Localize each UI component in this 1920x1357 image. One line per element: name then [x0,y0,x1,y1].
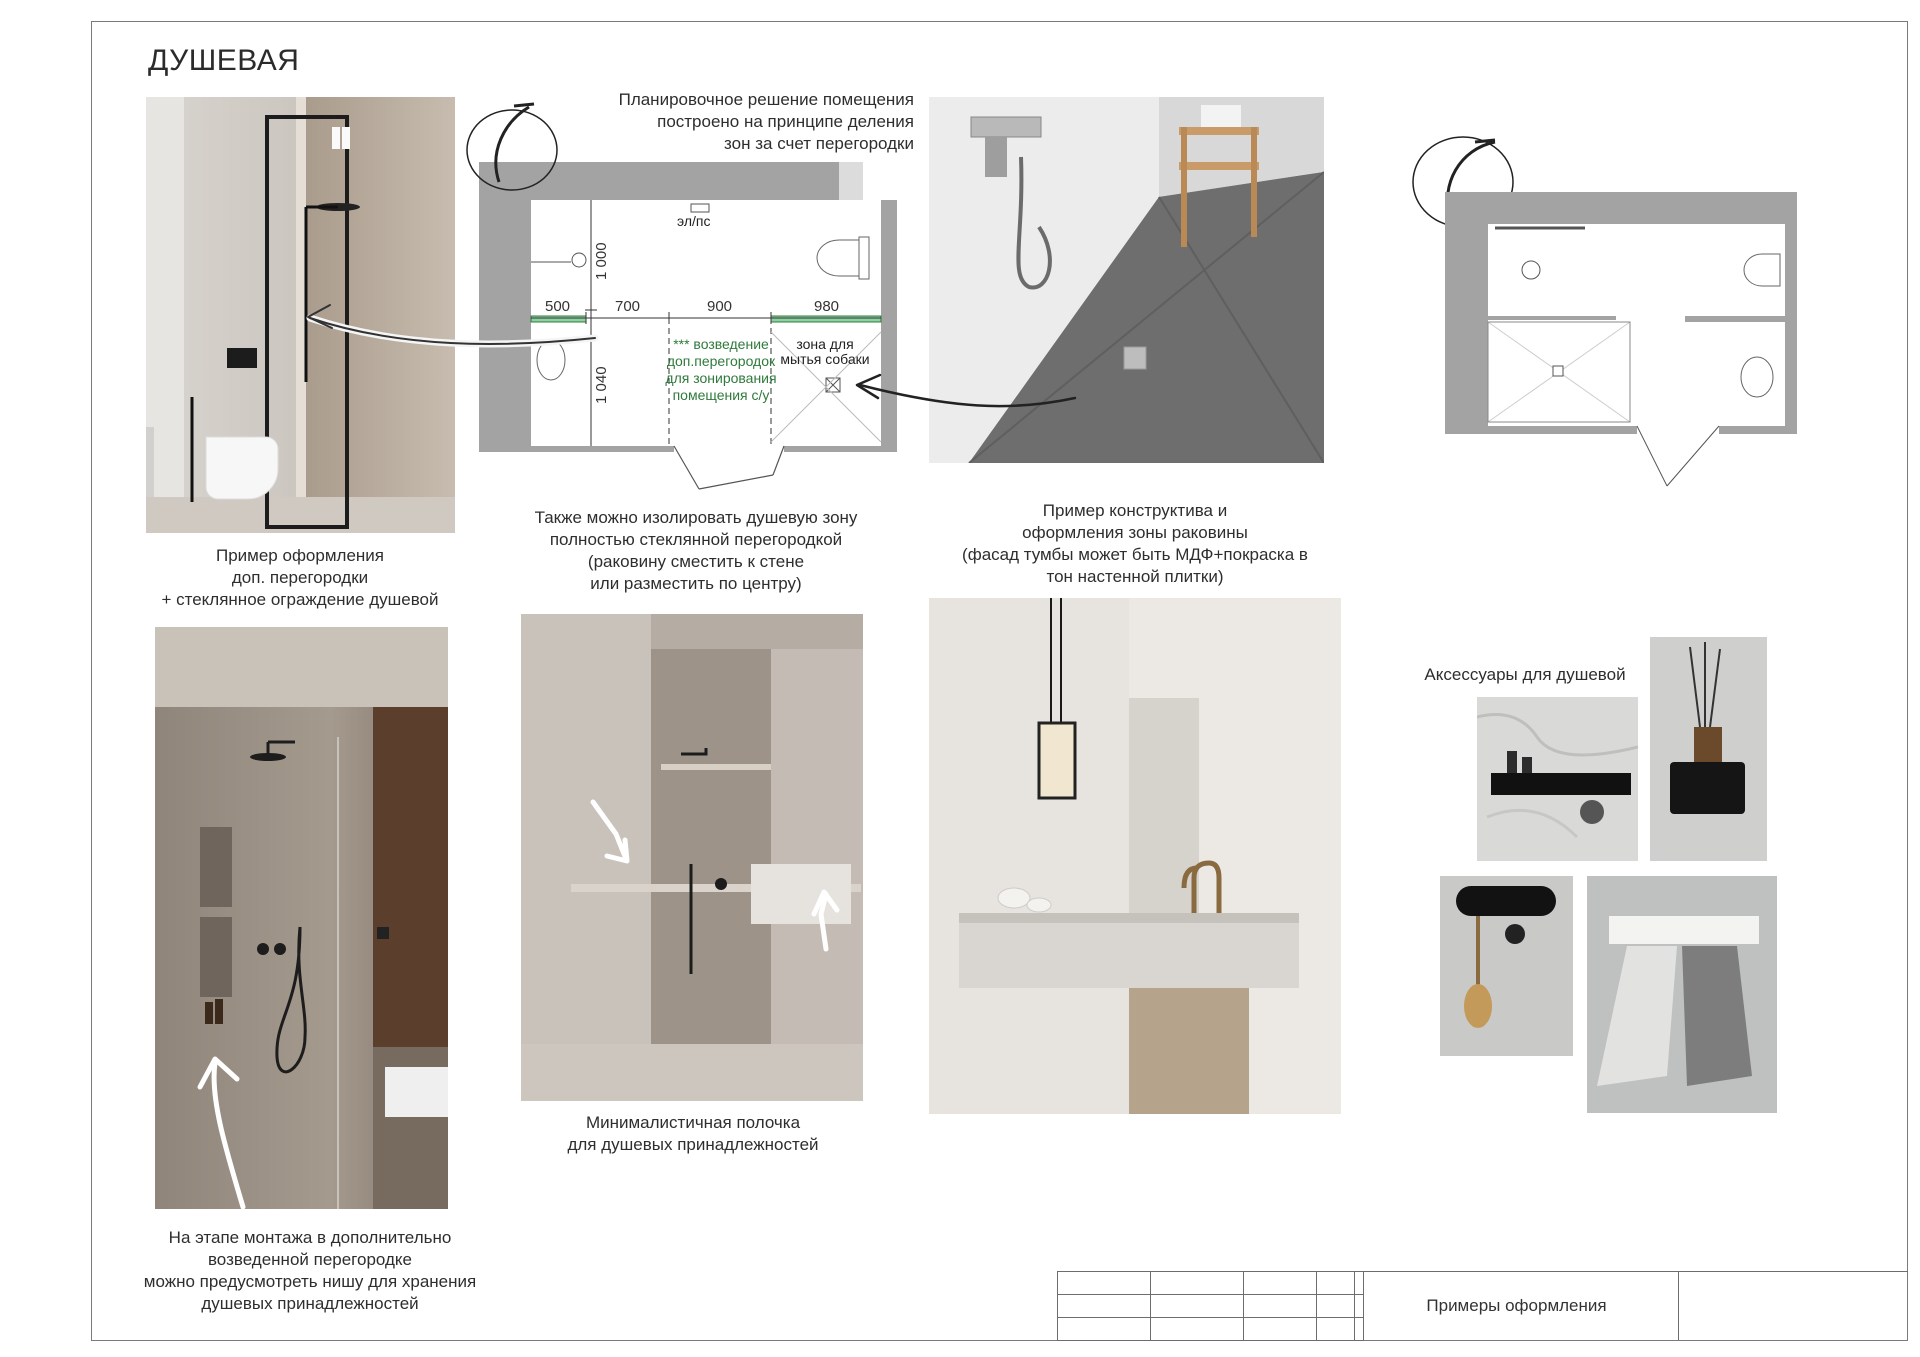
glass-isolation-caption: Также можно изолировать душевую зону полностью стеклянной перегородкой (раковину сместить к стене или разместить по центру) [534,508,858,593]
niche-note-caption: На этапе монтажа в дополнительно возведенной перегородке можно предусмотреть нишу для хранения душевых принадлежностей [143,1228,477,1313]
partition-note-4: помещения с/у [672,387,770,403]
dim-500: 500 [545,298,571,315]
photo-sink-zone [929,598,1341,1114]
plan-note-caption: Планировочное решение помещения построено на принципе деления зон за счет перегородки [618,90,914,153]
photo-shower-niche [155,627,448,1209]
photo-partition-example [146,97,455,533]
dog-zone-1: зона для [796,336,854,352]
sink-example-caption: Пример конструктива и оформления зоны раковины (фасад тумбы может быть МДФ+покраска в тон настенной плитки) [962,501,1308,586]
partition-note-1: *** возведение [673,336,769,352]
shelf-note-caption: Минималистичная полочка для душевых принадлежностей [567,1113,819,1154]
partition-note-2: доп.перегородок [666,353,776,369]
photo-minimal-shelf [521,614,863,1101]
photo-shower-floor [929,97,1324,463]
title-block [1057,1271,1908,1339]
photo-accessory-hook [1440,876,1573,1056]
dim-1000: 1 000 [593,242,610,280]
partition-note-3: для зонирования [665,370,777,386]
title-block-grid [1057,1271,1364,1341]
page-title: ДУШЕВАЯ [148,44,300,77]
accessories-caption: Аксессуары для душевой [1424,665,1626,684]
outlet-label: эл/пс [677,213,711,229]
floor-plan-glass [1405,124,1805,494]
photo-accessory-shelf [1477,697,1638,861]
dim-700: 700 [615,298,641,315]
dim-1040: 1 040 [593,366,610,404]
partition-example-caption: Пример оформления доп. перегородки + стеклянное ограждение душевой [161,546,439,609]
photo-accessory-towels [1587,876,1777,1113]
dog-zone-2: мытья собаки [780,351,870,367]
title-block-right-cell [1677,1271,1908,1340]
dim-980: 980 [814,298,840,315]
sheet-name: Примеры оформления [1354,1271,1679,1340]
dim-900: 900 [707,298,733,315]
